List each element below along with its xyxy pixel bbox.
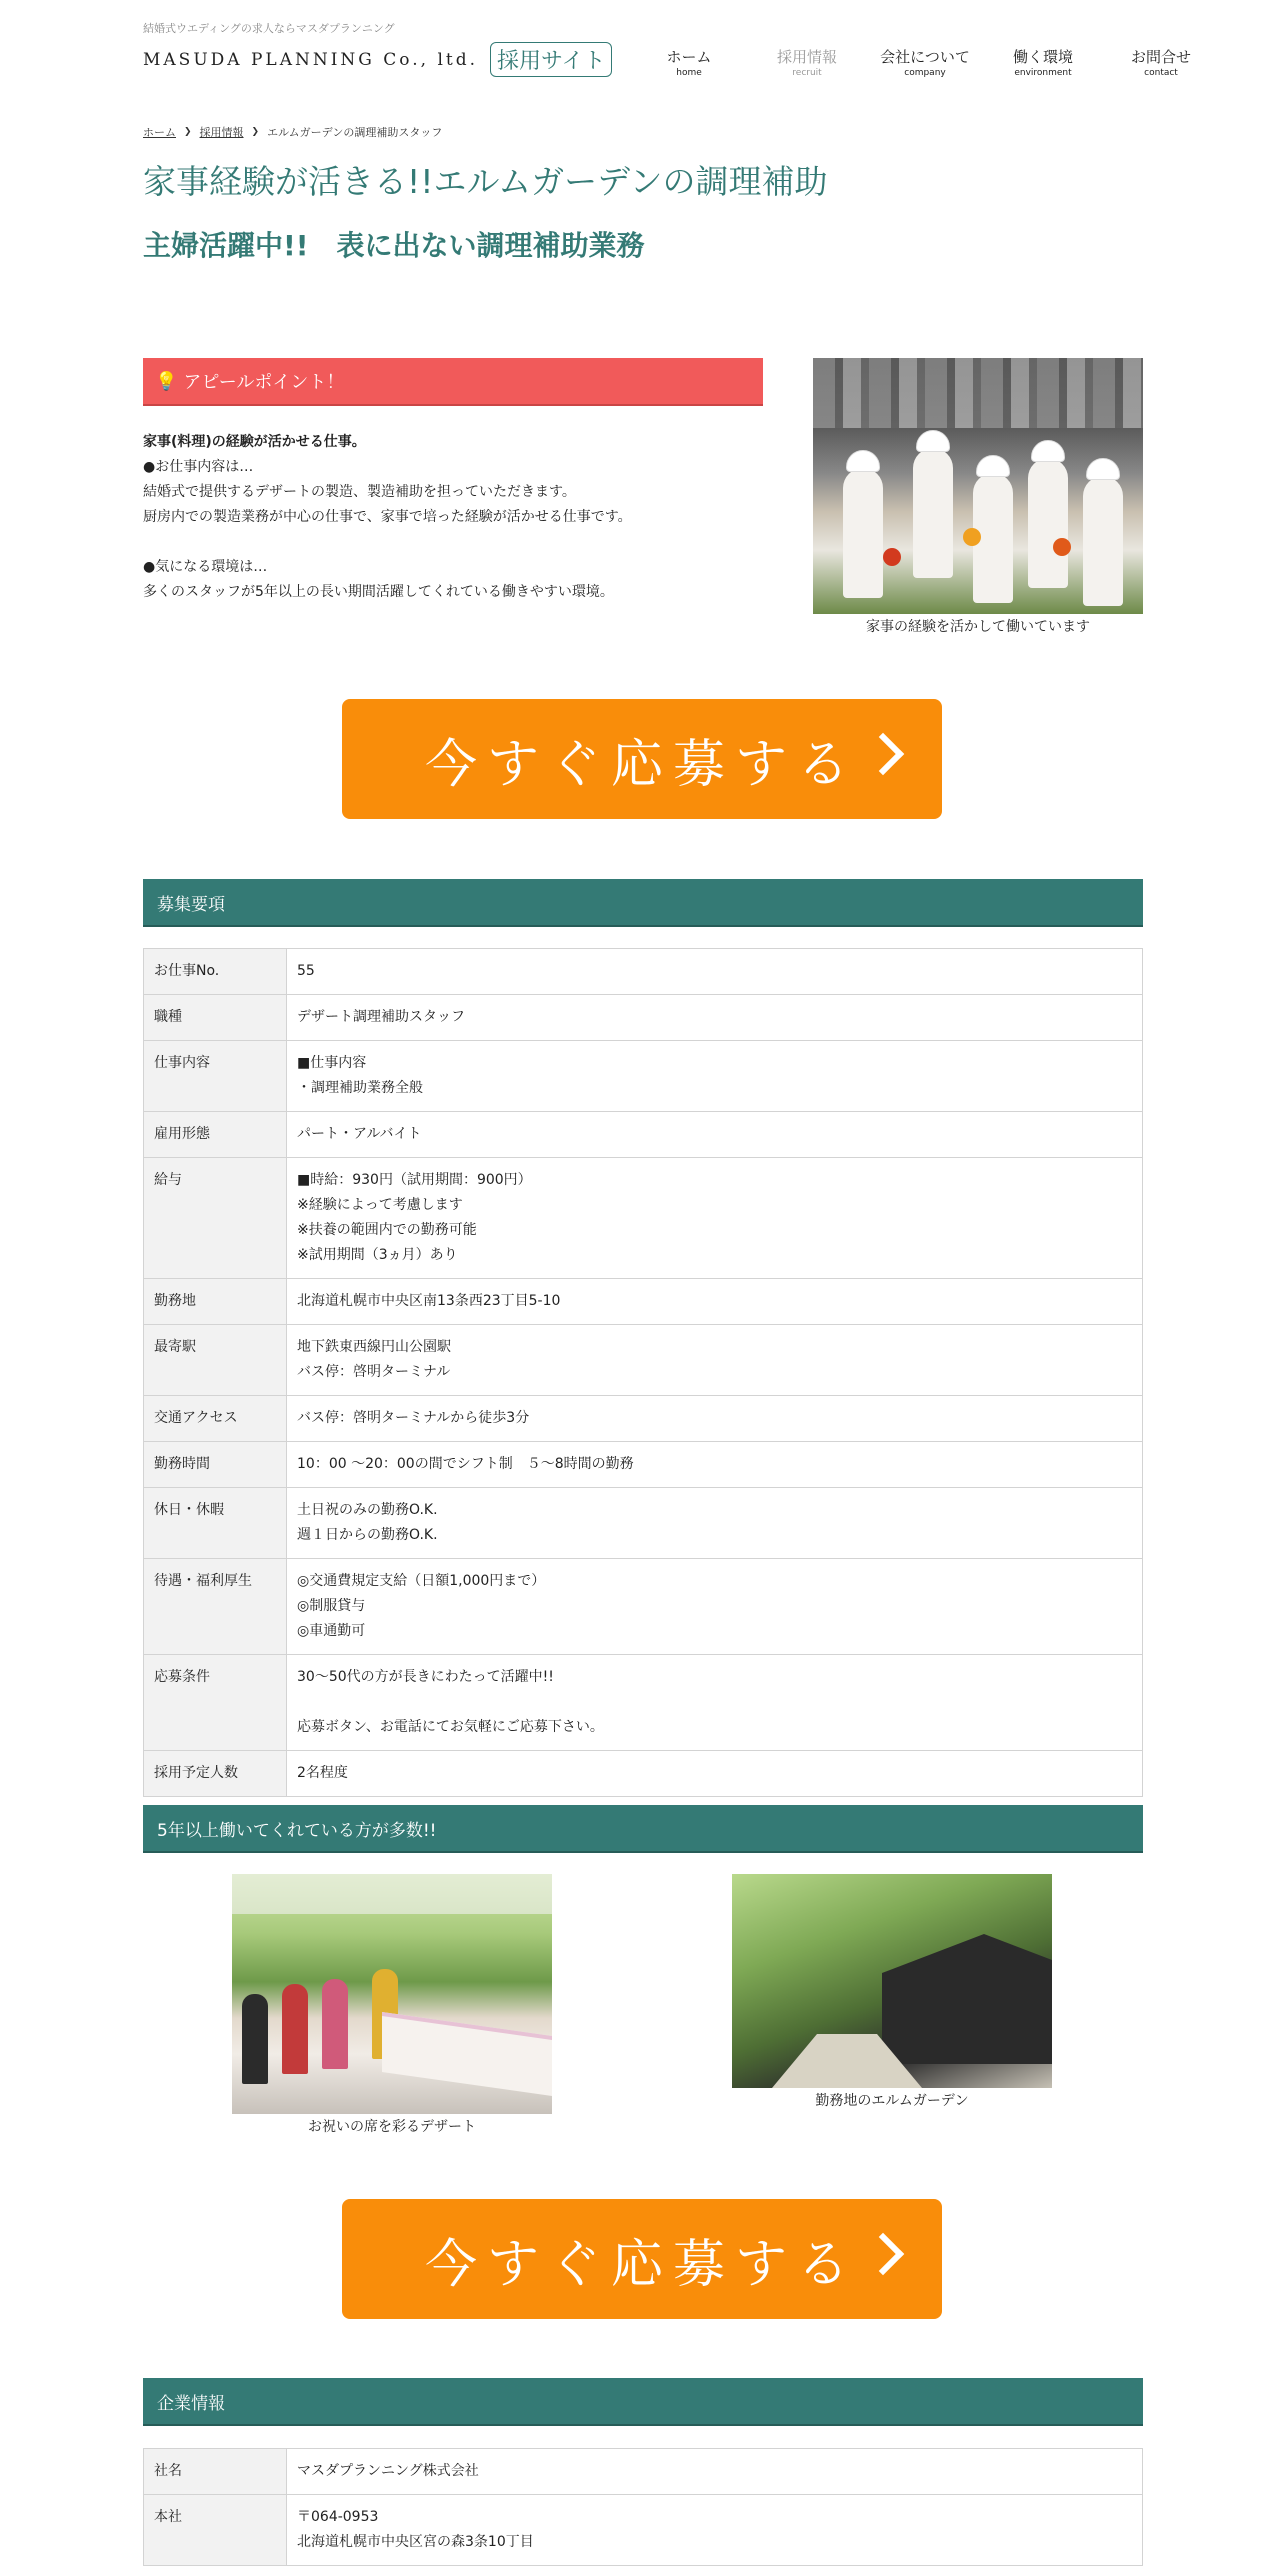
photo-detail [282, 1984, 308, 2074]
nav-label: お問合せ [1130, 48, 1191, 66]
row-label: お仕事No. [144, 949, 287, 995]
row-value-line: バス停：啓明ターミナル [297, 1364, 451, 1380]
photo-detail [1053, 538, 1071, 556]
lightbulb-icon: 💡 [155, 370, 178, 392]
nav-sublabel: company [904, 68, 946, 78]
table-row [144, 1041, 1143, 1112]
photo-detail [242, 1994, 268, 2084]
photo-detail [382, 2012, 552, 2096]
dessert-party-photo [232, 1874, 552, 2114]
apply-now-button[interactable] [342, 699, 942, 819]
photo-detail [232, 1874, 552, 1914]
row-value-line: 北海道札幌市中央区宮の森3条10丁目 [297, 2534, 534, 2550]
apply-button-label: 今すぐ応募する [424, 2234, 859, 2295]
row-label: 勤務地 [144, 1279, 287, 1325]
recruit-table [143, 948, 1143, 1797]
row-value [287, 1396, 1143, 1442]
nav-label: 働く環境 [1012, 48, 1073, 66]
nav-sublabel: home [676, 68, 702, 78]
table-row [144, 995, 1143, 1041]
kitchen-photo-caption: 家事の経験を活かして働いています [866, 619, 1090, 635]
page-subtitle: 主婦活躍中!! 表に出ない調理補助業務 [143, 229, 645, 262]
row-value-line: デザート調理補助スタッフ [297, 1009, 465, 1025]
row-label: 勤務時間 [144, 1442, 287, 1488]
nav-contact[interactable] [1102, 46, 1220, 78]
row-value-line: バス停：啓明ターミナルから徒歩3分 [297, 1410, 530, 1426]
row-value-line: ※扶養の範囲内での勤務可能 [297, 1222, 477, 1238]
row-label: 職種 [144, 995, 287, 1041]
row-value [287, 1488, 1143, 1559]
row-value-line: ◎交通費規定支給（日額1,000円まで） [297, 1573, 546, 1589]
elm-garden-photo [732, 1874, 1052, 2088]
apply-button-label: 今すぐ応募する [424, 734, 859, 795]
row-value-line: ・調理補助業務全般 [297, 1080, 423, 1096]
row-value [287, 2495, 1143, 2566]
row-value-line: ■時給：930円（試用期間：900円） [297, 1172, 532, 1188]
logo-badge: 採用サイト [490, 42, 612, 77]
row-value-line: 10：00 ～20：00の間でシフト制 ５～8時間の勤務 [297, 1456, 634, 1472]
table-row [144, 2449, 1143, 2495]
photo-detail [846, 450, 880, 472]
breadcrumb-home-link[interactable]: ホーム [143, 126, 176, 139]
chevron-right-icon [862, 2233, 904, 2275]
photo-detail [1086, 458, 1120, 480]
appeal-line: ●お仕事内容は… [143, 459, 254, 475]
row-value-line: 土日祝のみの勤務O.K. [297, 1502, 438, 1518]
breadcrumb-current: エルムガーデンの調理補助スタッフ [267, 126, 443, 139]
chevron-right-icon: ❯ [251, 127, 260, 137]
table-row [144, 2495, 1143, 2566]
dessert-photo-caption: お祝いの席を彩るデザート [308, 2119, 476, 2135]
appeal-body [143, 430, 763, 605]
photo-detail [1031, 440, 1065, 462]
table-row [144, 1279, 1143, 1325]
photo-detail [882, 1934, 1052, 2064]
appeal-line: ●気になる環境は… [143, 559, 268, 575]
row-value-line: パート・アルバイト [297, 1126, 422, 1142]
row-value [287, 1041, 1143, 1112]
row-value [287, 1279, 1143, 1325]
nav-company[interactable] [866, 46, 984, 78]
table-row [144, 1158, 1143, 1279]
table-row [144, 1488, 1143, 1559]
row-value-line: 北海道札幌市中央区南13条西23丁目5-10 [297, 1293, 561, 1309]
nav-label: 会社について [880, 48, 970, 66]
row-label: 雇用形態 [144, 1112, 287, 1158]
table-row [144, 1112, 1143, 1158]
garden-photo-caption: 勤務地のエルムガーデン [815, 2093, 969, 2109]
appeal-heading [143, 358, 763, 406]
chevron-right-icon: ❯ [184, 127, 192, 137]
nav-sublabel: contact [1144, 68, 1178, 78]
row-label: 待遇・福利厚生 [144, 1559, 287, 1655]
table-row [144, 1751, 1143, 1797]
row-value-line: 〒064-0953 [297, 2509, 379, 2525]
row-value-line: ◎車通勤可 [297, 1623, 366, 1639]
breadcrumb [143, 124, 442, 140]
photo-detail [1028, 458, 1068, 588]
row-value-line: ※試用期間（3ヵ月）あり [297, 1247, 458, 1263]
row-value [287, 949, 1143, 995]
global-nav [630, 46, 1220, 78]
row-value [287, 1325, 1143, 1396]
appeal-line: 多くのスタッフが5年以上の長い期間活躍してくれている働きやすい環境。 [143, 584, 614, 600]
row-value-line: 週１日からの勤務O.K. [297, 1527, 438, 1543]
row-value [287, 2449, 1143, 2495]
nav-label: 採用情報 [776, 48, 837, 66]
row-value-line: ◎制服貸与 [297, 1598, 366, 1614]
photo-detail [813, 358, 1143, 428]
site-logo[interactable] [143, 42, 612, 77]
spacer [143, 530, 763, 555]
row-label: 採用予定人数 [144, 1751, 287, 1797]
table-row [144, 1442, 1143, 1488]
photo-detail [913, 448, 953, 578]
appeal-line: 厨房内での製造業務が中心の仕事で、家事で培った経験が活かせる仕事です。 [143, 509, 632, 525]
row-label: 給与 [144, 1158, 287, 1279]
nav-sublabel: recruit [792, 68, 822, 78]
appeal-line: 結婚式で提供するデザートの製造、製造補助を担っていただきます。 [143, 484, 576, 500]
nav-home[interactable] [630, 46, 748, 78]
row-label: 社名 [144, 2449, 287, 2495]
row-value-line: ■仕事内容 [297, 1055, 367, 1071]
appeal-heading-text: アピールポイント！ [183, 372, 345, 393]
row-value [287, 995, 1143, 1041]
row-value [287, 1751, 1143, 1797]
longterm-heading: 5年以上働いてくれている方が多数!! [143, 1805, 1143, 1853]
recruit-heading: 募集要項 [143, 879, 1143, 927]
table-row [144, 1559, 1143, 1655]
row-value [287, 1158, 1143, 1279]
photo-detail [883, 548, 901, 566]
row-value [287, 1655, 1143, 1751]
site-tagline: 結婚式ウエディングの求人ならマスダプランニング [143, 22, 395, 35]
nav-environment[interactable] [984, 46, 1102, 78]
page-title: 家事経験が活きる!!エルムガーデンの調理補助 [143, 162, 828, 201]
row-label: 仕事内容 [144, 1041, 287, 1112]
row-value-line: 55 [297, 963, 315, 979]
row-value [287, 1112, 1143, 1158]
row-label: 本社 [144, 2495, 287, 2566]
company-table [143, 2448, 1143, 2566]
row-label: 最寄駅 [144, 1325, 287, 1396]
row-value-line: 地下鉄東西線円山公園駅 [297, 1339, 451, 1355]
row-label: 応募条件 [144, 1655, 287, 1751]
row-value-line: 30～50代の方が長きにわたって活躍中!! [297, 1669, 554, 1685]
row-value-line [297, 1690, 1132, 1715]
logo-text: MASUDA PLANNING Co., ltd. [143, 49, 479, 70]
photo-detail [976, 455, 1010, 477]
photo-detail [322, 1979, 348, 2069]
company-heading: 企業情報 [143, 2378, 1143, 2426]
table-row [144, 1655, 1143, 1751]
photo-detail [1083, 476, 1123, 606]
row-value-line: 応募ボタン、お電話にてお気軽にご応募下さい。 [297, 1719, 604, 1735]
table-row [144, 1325, 1143, 1396]
nav-recruit[interactable] [748, 46, 866, 78]
row-label: 休日・休暇 [144, 1488, 287, 1559]
row-value [287, 1559, 1143, 1655]
photo-detail [916, 430, 950, 452]
row-value-line: 2名程度 [297, 1765, 348, 1781]
photo-detail [843, 468, 883, 598]
table-row [144, 1396, 1143, 1442]
appeal-lead: 家事(料理)の経験が活かせる仕事。 [143, 434, 366, 450]
row-value-line: ※経験によって考慮します [297, 1197, 463, 1213]
row-label: 交通アクセス [144, 1396, 287, 1442]
table-row [144, 949, 1143, 995]
apply-now-button[interactable] [342, 2199, 942, 2319]
breadcrumb-recruit-link[interactable]: 採用情報 [199, 126, 244, 139]
kitchen-staff-photo [813, 358, 1143, 614]
nav-sublabel: environment [1014, 68, 1072, 78]
photo-detail [963, 528, 981, 546]
nav-label: ホーム [666, 48, 712, 66]
row-value [287, 1442, 1143, 1488]
chevron-right-icon [862, 733, 904, 775]
row-value-line: マスダプランニング株式会社 [297, 2463, 479, 2479]
